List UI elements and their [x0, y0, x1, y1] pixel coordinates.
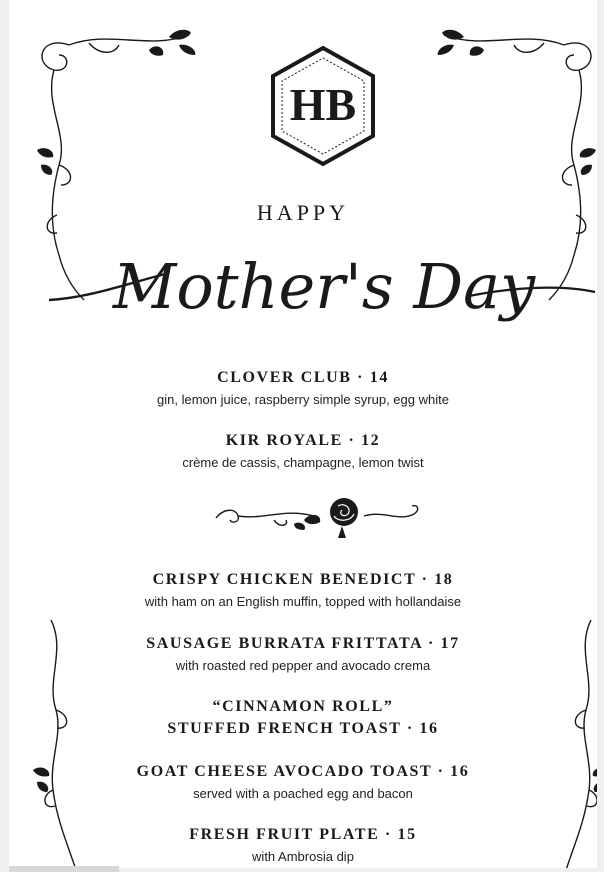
happy-heading: HAPPY	[256, 200, 350, 225]
item-name-line-2: STUFFED FRENCH TOAST · 16	[167, 720, 439, 737]
menu-item-sausage-burrata-frittata	[9, 633, 597, 675]
item-name: CLOVER CLUB · 14	[217, 369, 389, 386]
menu-item-crispy-chicken-benedict	[9, 569, 597, 611]
item-description: with roasted red pepper and avocado crema	[175, 658, 431, 673]
menu-item-clover-club	[9, 367, 597, 409]
hexagon-logo	[267, 44, 379, 168]
logo-monogram: HB	[289, 79, 357, 130]
item-description: with ham on an English muffin, topped with hollandaise	[144, 594, 462, 609]
item-name: SAUSAGE BURRATA FRITTATA · 17	[146, 635, 460, 652]
item-description: crème de cassis, champagne, lemon twist	[182, 455, 424, 470]
item-description: served with a poached egg and bacon	[193, 786, 413, 801]
item-description: gin, lemon juice, raspberry simple syrup, egg white	[157, 392, 449, 407]
rose-divider-icon	[214, 490, 424, 540]
item-name: GOAT CHEESE AVOCADO TOAST · 16	[136, 763, 470, 780]
item-name: CRISPY CHICKEN BENEDICT · 18	[152, 571, 454, 588]
script-title-text: Mother's Day	[112, 250, 536, 323]
item-name: FRESH FRUIT PLATE · 15	[189, 826, 417, 843]
menu-item-cinnamon-roll-french-toast	[9, 696, 597, 740]
menu-item-fresh-fruit-plate	[9, 824, 597, 866]
item-name: KIR ROYALE · 12	[225, 432, 381, 449]
item-name-line-1: “CINNAMON ROLL”	[212, 698, 394, 715]
menu-item-goat-cheese-avocado-toast	[9, 761, 597, 803]
menu-page	[9, 0, 597, 868]
page-edge-strip	[9, 866, 119, 872]
item-description: with Ambrosia dip	[252, 849, 354, 864]
mothers-day-script-title	[49, 228, 597, 358]
menu-item-kir-royale	[9, 430, 597, 472]
